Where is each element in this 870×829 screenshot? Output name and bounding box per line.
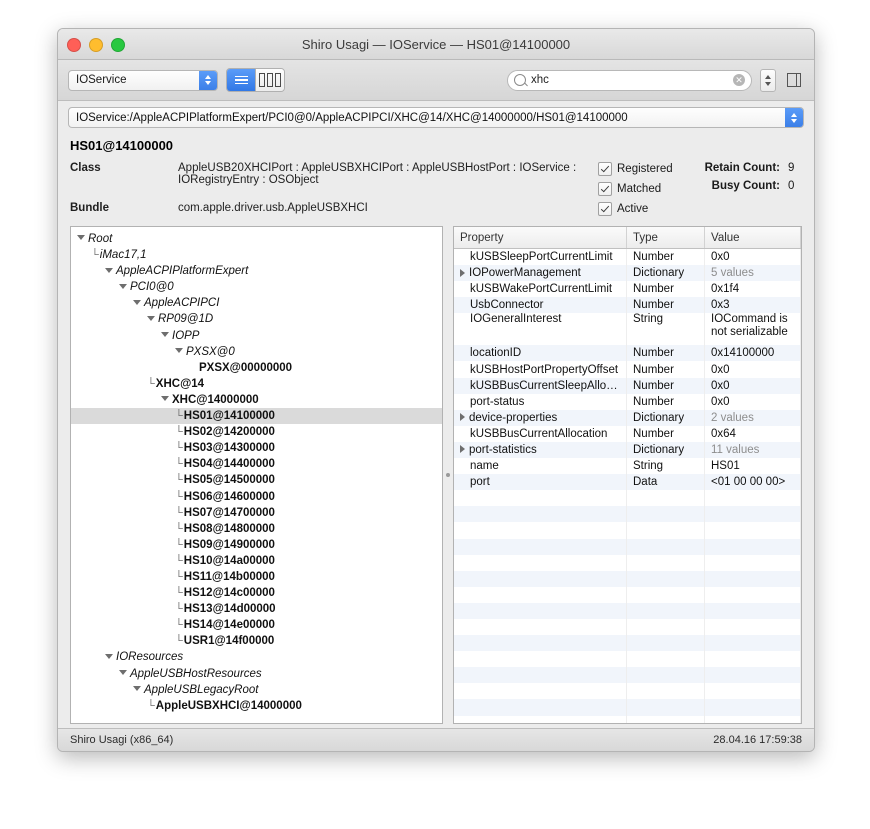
property-name-cell: [454, 378, 627, 394]
property-value-cell: 0x0: [705, 249, 801, 266]
property-name-label: port-statistics: [469, 443, 537, 456]
property-row[interactable]: [454, 410, 801, 426]
disclosure-triangle-icon[interactable]: [119, 670, 127, 675]
property-type-cell: Number: [627, 394, 705, 410]
empty-cell: [454, 651, 627, 667]
tree-row[interactable]: [71, 295, 442, 311]
tree-row[interactable]: [71, 489, 442, 505]
tree-row[interactable]: [71, 537, 442, 553]
empty-cell: [454, 571, 627, 587]
registered-label: Registered: [617, 163, 673, 175]
property-value-cell: 0x0: [705, 378, 801, 394]
tree-row-label: HS09@14900000: [183, 538, 275, 551]
search-icon: [514, 74, 526, 86]
property-name-label: port-status: [470, 395, 525, 408]
property-row-empty: [454, 571, 801, 587]
property-name-cell: [454, 249, 627, 266]
property-name-label: kUSBBusCurrentAllocation: [470, 427, 608, 440]
property-row[interactable]: [454, 313, 801, 345]
empty-cell: [454, 667, 627, 683]
list-view-icon: [235, 74, 248, 87]
column-view-button[interactable]: [255, 69, 284, 91]
empty-cell: [705, 555, 801, 571]
tree-elbow-icon: └: [175, 506, 183, 519]
property-row-empty: [454, 635, 801, 651]
tree-row[interactable]: [71, 585, 442, 601]
inspector-toggle-icon: [787, 73, 802, 87]
tree-row[interactable]: [71, 682, 442, 698]
tree-row[interactable]: [71, 408, 442, 424]
tree-elbow-icon: └: [175, 538, 183, 551]
tree-row[interactable]: [71, 633, 442, 649]
tree-row[interactable]: [71, 231, 442, 247]
property-name-cell: [454, 410, 627, 426]
empty-cell: [627, 522, 705, 538]
status-left-text: Shiro Usagi (x86_64): [70, 734, 174, 746]
property-type-cell: String: [627, 458, 705, 474]
property-type-cell: Dictionary: [627, 442, 705, 458]
status-right-text: 28.04.16 17:59:38: [713, 734, 802, 746]
disclosure-triangle-icon[interactable]: [147, 316, 155, 321]
property-name-cell: [454, 297, 627, 313]
property-row-empty: [454, 587, 801, 603]
tree-row-label: RP09@1D: [158, 313, 214, 326]
zoom-button[interactable]: [111, 38, 125, 52]
property-type-cell: Number: [627, 297, 705, 313]
tree-elbow-icon: └: [91, 249, 99, 262]
property-value-cell: 11 values: [705, 442, 801, 458]
tree-row[interactable]: [71, 263, 442, 279]
property-value-cell: 0x0: [705, 361, 801, 377]
empty-cell: [705, 587, 801, 603]
tree-row-label: XHC@14: [155, 377, 205, 390]
tree-row[interactable]: [71, 698, 442, 714]
property-row[interactable]: [454, 265, 801, 281]
minimize-button[interactable]: [89, 38, 103, 52]
property-row[interactable]: [454, 458, 801, 474]
property-value-cell: 2 values: [705, 410, 801, 426]
property-name-cell: [454, 426, 627, 442]
tree-row-label: HS06@14600000: [183, 490, 275, 503]
property-row[interactable]: [454, 297, 801, 313]
property-table-body[interactable]: [454, 249, 801, 725]
tree-row[interactable]: [71, 553, 442, 569]
tree-row-label: HS14@14e00000: [183, 619, 275, 632]
empty-cell: [627, 603, 705, 619]
registry-path-value: IOService:/AppleACPIPlatformExpert/PCI0@0/AppleACPIPCI/XHC@14/XHC@14000000/HS01@14100000: [76, 111, 628, 124]
empty-cell: [705, 603, 801, 619]
empty-cell: [705, 699, 801, 715]
flag-registered[interactable]: [598, 162, 694, 196]
registry-tree[interactable]: [71, 227, 442, 724]
empty-cell: [627, 716, 705, 724]
active-label: Active: [617, 203, 649, 215]
stepper-up-icon[interactable]: [765, 75, 771, 79]
property-table-header: [454, 227, 801, 249]
class-value-line1: AppleUSB20XHCIPort : AppleUSBXHCIPort : AppleUSBHostPort : IOService :: [178, 162, 577, 174]
property-name-label: locationID: [470, 347, 522, 360]
flag-active[interactable]: [598, 202, 694, 216]
empty-cell: [454, 635, 627, 651]
tree-row[interactable]: [71, 424, 442, 440]
tree-row[interactable]: [71, 569, 442, 585]
property-type-cell: Number: [627, 345, 705, 361]
property-row[interactable]: [454, 442, 801, 458]
close-button[interactable]: [67, 38, 81, 52]
tree-row-label: IOResources: [116, 651, 184, 664]
bundle-label: Bundle: [70, 202, 109, 214]
stepper-down-icon[interactable]: [765, 82, 771, 86]
tree-row-label: AppleUSBLegacyRoot: [144, 683, 259, 696]
tree-row-label: HS01@14100000: [183, 410, 275, 423]
empty-cell: [454, 490, 627, 506]
property-value-cell: 0x14100000: [705, 345, 801, 361]
window-title: Shiro Usagi — IOService — HS01@14100000: [301, 36, 571, 52]
empty-cell: [705, 571, 801, 587]
tree-row-label: AppleUSBXHCI@14000000: [155, 699, 302, 712]
empty-cell: [627, 571, 705, 587]
tree-elbow-icon: └: [175, 426, 183, 439]
property-name-label: kUSBHostPortPropertyOffset: [470, 363, 619, 376]
tree-elbow-icon: └: [175, 442, 183, 455]
empty-cell: [454, 506, 627, 522]
tree-row[interactable]: [71, 601, 442, 617]
property-name-cell: [454, 281, 627, 297]
object-info-panel: [58, 128, 814, 222]
tree-row-label: HS11@14b00000: [183, 570, 275, 583]
busy-count-value: 0: [788, 180, 795, 192]
window-controls[interactable]: [67, 38, 125, 52]
tree-elbow-icon: └: [175, 410, 183, 423]
tree-row-label: HS07@14700000: [183, 506, 275, 519]
page-title: HS01@14100000: [70, 138, 174, 153]
tree-row[interactable]: [71, 649, 442, 665]
registry-path-field[interactable]: [68, 107, 804, 128]
property-value-cell: <01 00 00 00>: [705, 474, 801, 490]
tree-row-label: XHC@14000000: [172, 393, 259, 406]
property-row[interactable]: [454, 394, 801, 410]
disclosure-triangle-icon[interactable]: [460, 413, 465, 421]
empty-cell: [705, 667, 801, 683]
tree-row-label: HS02@14200000: [183, 426, 275, 439]
registry-tree-pane[interactable]: [70, 226, 443, 724]
column-header-value[interactable]: Value: [705, 227, 801, 249]
tree-row[interactable]: [71, 376, 442, 392]
property-type-cell: Number: [627, 361, 705, 377]
empty-cell: [454, 699, 627, 715]
empty-cell: [627, 490, 705, 506]
empty-cell: [627, 619, 705, 635]
disclosure-triangle-icon[interactable]: [460, 445, 465, 453]
tree-row[interactable]: [71, 247, 442, 263]
property-name-label: kUSBWakePortCurrentLimit: [470, 283, 613, 296]
empty-cell: [627, 506, 705, 522]
tree-row-label: HS12@14c00000: [183, 587, 275, 600]
matched-checkbox-icon[interactable]: [598, 182, 612, 196]
property-value-cell: 0x1f4: [705, 281, 801, 297]
tree-row-label: PXSX@0: [186, 345, 235, 358]
active-checkbox-icon[interactable]: [598, 202, 612, 216]
property-type-cell: Dictionary: [627, 410, 705, 426]
inspector-toggle-button[interactable]: [784, 70, 804, 90]
empty-cell: [627, 667, 705, 683]
tree-row-label: PCI0@0: [130, 281, 174, 294]
tree-row-label: HS05@14500000: [183, 474, 275, 487]
tree-row-label: IOPP: [172, 329, 200, 342]
empty-cell: [454, 716, 627, 724]
property-row[interactable]: [454, 426, 801, 442]
tree-row-label: AppleUSBHostResources: [130, 667, 262, 680]
empty-cell: [705, 506, 801, 522]
column-header-property[interactable]: Property: [454, 227, 627, 249]
property-value-cell: IOCommand is not serializable: [705, 313, 801, 345]
property-name-cell: [454, 442, 627, 458]
property-row-empty: [454, 683, 801, 699]
tree-row-label: HS08@14800000: [183, 522, 275, 535]
empty-cell: [627, 539, 705, 555]
property-value-cell: 5 values: [705, 265, 801, 281]
empty-cell: [627, 651, 705, 667]
empty-cell: [627, 635, 705, 651]
property-row[interactable]: [454, 474, 801, 490]
plane-popup-button[interactable]: [68, 70, 218, 91]
empty-cell: [454, 587, 627, 603]
split-panes: [58, 222, 814, 724]
empty-cell: [705, 716, 801, 724]
tree-row[interactable]: [71, 360, 442, 376]
property-row-empty: [454, 699, 801, 715]
tree-row[interactable]: [71, 279, 442, 295]
property-type-cell: Data: [627, 474, 705, 490]
disclosure-triangle-icon[interactable]: [161, 396, 169, 401]
property-row[interactable]: [454, 281, 801, 297]
tree-elbow-icon: └: [175, 635, 183, 648]
empty-cell: [705, 490, 801, 506]
tree-row-label: Root: [88, 233, 113, 245]
tree-elbow-icon: └: [175, 570, 183, 583]
property-pane[interactable]: [453, 226, 802, 724]
property-row[interactable]: [454, 378, 801, 394]
property-name-cell: [454, 394, 627, 410]
tree-row[interactable]: [71, 311, 442, 327]
disclosure-triangle-icon[interactable]: [133, 686, 141, 691]
property-row-empty: [454, 667, 801, 683]
property-value-cell: 0x0: [705, 394, 801, 410]
class-value-line2: IORegistryEntry : OSObject: [178, 174, 319, 186]
property-row[interactable]: [454, 345, 801, 361]
property-table: [454, 227, 801, 724]
info-grid: [70, 162, 802, 216]
status-bar: [58, 728, 814, 751]
empty-cell: [454, 522, 627, 538]
property-name-cell: [454, 458, 627, 474]
tree-row-label: HS04@14400000: [183, 458, 275, 471]
property-row-empty: [454, 716, 801, 724]
tree-row[interactable]: [71, 456, 442, 472]
tree-elbow-icon: └: [175, 587, 183, 600]
tree-row[interactable]: [71, 521, 442, 537]
empty-cell: [454, 555, 627, 571]
clear-icon[interactable]: ✕: [733, 74, 745, 86]
tree-row-label: HS10@14a00000: [183, 554, 275, 567]
property-type-cell: Number: [627, 281, 705, 297]
tree-row[interactable]: [71, 472, 442, 488]
property-name-cell: [454, 313, 627, 345]
property-name-label: IOPowerManagement: [469, 267, 581, 280]
view-mode-segmented-control[interactable]: [226, 68, 285, 92]
property-row-empty: [454, 490, 801, 506]
property-name-cell: [454, 345, 627, 361]
chevron-updown-icon: [199, 71, 217, 90]
property-row[interactable]: [454, 361, 801, 377]
path-chevron-updown-icon[interactable]: [785, 108, 803, 127]
column-header-type[interactable]: Type: [627, 227, 705, 249]
tree-row[interactable]: [71, 344, 442, 360]
tree-elbow-icon: └: [147, 699, 155, 712]
property-name-cell: [454, 474, 627, 490]
tree-row-label: USR1@14f00000: [183, 635, 275, 648]
matched-label: Matched: [617, 183, 662, 195]
property-row-empty: [454, 619, 801, 635]
tree-elbow-icon: └: [175, 458, 183, 471]
empty-cell: [705, 651, 801, 667]
counts-column: [694, 162, 802, 192]
class-label: Class: [70, 162, 101, 174]
property-name-label: name: [470, 460, 499, 473]
tree-elbow-icon: └: [175, 554, 183, 567]
retain-count-label: Retain Count:: [704, 162, 780, 174]
search-stepper[interactable]: [760, 69, 776, 92]
registered-checkbox-icon[interactable]: [598, 162, 612, 176]
class-value: [178, 162, 598, 186]
tree-row-label: PXSX@00000000: [199, 361, 293, 374]
tree-elbow-icon: └: [147, 377, 155, 390]
property-row-empty: [454, 555, 801, 571]
search-input-value[interactable]: xhc: [531, 74, 549, 86]
tree-row-label: AppleACPIPlatformExpert: [116, 265, 249, 278]
empty-cell: [705, 683, 801, 699]
property-row-empty: [454, 522, 801, 538]
property-value-cell: HS01: [705, 458, 801, 474]
tree-row[interactable]: [71, 617, 442, 633]
disclosure-triangle-icon[interactable]: [77, 235, 85, 240]
property-name-label: IOGeneralInterest: [470, 313, 562, 326]
property-row-empty: [454, 506, 801, 522]
property-row[interactable]: [454, 249, 801, 266]
path-bar-container: [58, 101, 814, 128]
property-row-empty: [454, 651, 801, 667]
tree-row[interactable]: [71, 666, 442, 682]
disclosure-triangle-icon[interactable]: [161, 332, 169, 337]
window-titlebar: [58, 29, 814, 60]
property-name-label: UsbConnector: [470, 299, 544, 312]
flag-matched[interactable]: [598, 182, 694, 196]
retain-count-value: 9: [788, 162, 795, 174]
tree-elbow-icon: └: [175, 490, 183, 503]
empty-cell: [454, 603, 627, 619]
property-type-cell: Dictionary: [627, 265, 705, 281]
property-name-label: device-properties: [469, 411, 558, 424]
search-field[interactable]: [507, 70, 752, 91]
plane-popup-label: IOService: [76, 74, 127, 86]
empty-cell: [454, 539, 627, 555]
bundle-value: com.apple.driver.usb.AppleUSBXHCI: [178, 202, 368, 214]
empty-cell: [705, 539, 801, 555]
disclosure-triangle-icon[interactable]: [175, 348, 183, 353]
property-type-cell: Number: [627, 378, 705, 394]
property-name-cell: [454, 265, 627, 281]
tree-row-label: AppleACPIPCI: [144, 297, 220, 310]
tree-elbow-icon: └: [175, 474, 183, 487]
divider-grip-icon: [446, 473, 450, 477]
disclosure-triangle-icon[interactable]: [119, 284, 127, 289]
disclosure-triangle-icon[interactable]: [133, 300, 141, 305]
tree-elbow-icon: └: [175, 619, 183, 632]
empty-cell: [627, 683, 705, 699]
property-row-empty: [454, 603, 801, 619]
tree-row-label: HS13@14d00000: [183, 603, 276, 616]
ioregistryexplorer-window: [57, 28, 815, 752]
busy-count-label: Busy Count:: [711, 180, 780, 192]
empty-cell: [705, 522, 801, 538]
property-type-cell: String: [627, 313, 705, 345]
empty-cell: [705, 635, 801, 651]
tree-elbow-icon: └: [175, 522, 183, 535]
tree-elbow-icon: └: [175, 603, 183, 616]
property-type-cell: Number: [627, 426, 705, 442]
property-name-label: kUSBBusCurrentSleepAllo…: [470, 379, 618, 392]
list-view-button[interactable]: [227, 69, 255, 91]
column-view-icon: [259, 73, 281, 87]
tree-row[interactable]: [71, 440, 442, 456]
empty-cell: [454, 619, 627, 635]
empty-cell: [705, 619, 801, 635]
disclosure-triangle-icon[interactable]: [105, 654, 113, 659]
tree-row-label: HS03@14300000: [183, 442, 275, 455]
property-type-cell: Number: [627, 249, 705, 266]
empty-cell: [627, 587, 705, 603]
property-name-label: port: [470, 476, 490, 489]
empty-cell: [627, 699, 705, 715]
tree-row-label: iMac17,1: [99, 249, 147, 262]
empty-cell: [627, 555, 705, 571]
toolbar: [58, 60, 814, 101]
disclosure-triangle-icon[interactable]: [105, 268, 113, 273]
property-name-cell: [454, 361, 627, 377]
property-row-empty: [454, 539, 801, 555]
disclosure-triangle-icon[interactable]: [460, 269, 465, 277]
empty-cell: [454, 683, 627, 699]
pane-divider[interactable]: [443, 226, 453, 724]
tree-row[interactable]: [71, 328, 442, 344]
tree-row[interactable]: [71, 505, 442, 521]
property-value-cell: 0x3: [705, 297, 801, 313]
property-name-label: kUSBSleepPortCurrentLimit: [470, 251, 613, 264]
tree-row[interactable]: [71, 392, 442, 408]
property-value-cell: 0x64: [705, 426, 801, 442]
